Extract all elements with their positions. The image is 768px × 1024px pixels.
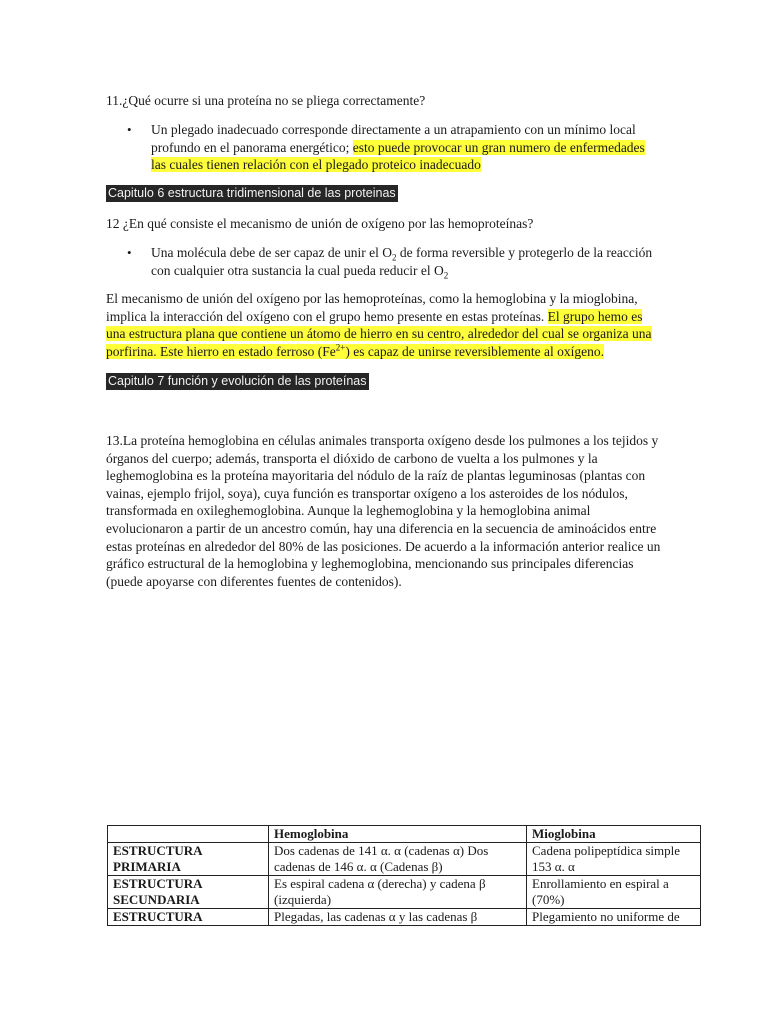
q12-paragraph-highlight-2: ) es capaz de unirse reversiblemente al oxígeno. [345, 343, 605, 359]
q12-bullet [127, 244, 660, 281]
q11-bullet-text [130, 121, 660, 174]
chapter-7-heading: Capitulo 7 función y evolución de las proteínas [108, 374, 367, 388]
q12-paragraph-highlight-1: El grupo hemo es una estructura plana que contiene un átomo de hierro en su centro, alrededor del cual se organiza una porfirina. Este hierro en estado ferroso (Fe [106, 308, 652, 359]
table-header-cell: Hemoglobina [269, 826, 527, 843]
bullet-icon: • [127, 245, 132, 260]
bullet-icon: • [127, 122, 132, 137]
table-cell-mioglobina: Enrollamiento en espiral a (70%) [527, 876, 701, 909]
comparison-table [107, 825, 701, 926]
q12-paragraph-sup: 2+ [335, 342, 346, 353]
q12-bullet-part1: Una molécula debe de ser capaz de unir el O [151, 245, 393, 260]
table-cell-hemoglobina: Plegadas, las cadenas α y las cadenas β [269, 909, 527, 926]
question-13: 13.La proteína hemoglobina en células animales transporta oxígeno desde los pulmones a los tejidos y órganos del cuerpo; además, transporta el dióxido de carbono de vuelta a los pulmones y la leghemoglobina es la proteína mayoritaria del nódulo de la raíz de plantas leguminosas (plantas con vainas, ejemplo frijol, soya), cuya función es transportar oxígeno a los asteroides de los nódulos, transformada en oxileghemoglobina. Aunque la leghemoglobina y la hemoglobina animal evolucionaron a partir de un ancestro común, hay una diferencia en la secuencia de aminoácidos entre estas proteínas en alrededor del 80% de las posiciones. De acuerdo a la información anterior realice un gráfico estructural de la hemoglobina y leghemoglobina, mencionando sus principales diferencias (puede apoyarse con diferentes fuentes de contenidos). [106, 433, 661, 589]
table-header-cell [108, 826, 269, 843]
table-row-label: ESTRUCTURA PRIMARIA [108, 843, 269, 876]
q12-paragraph [106, 290, 662, 360]
question-12: 12 ¿En qué consiste el mecanismo de unión de oxígeno por las hemoproteínas? [106, 216, 534, 231]
q12-bullet-part2: de forma reversible y protegerlo de la reacción con cualquier otra sustancia la cual pueda reducir el O [151, 245, 653, 278]
table-row-label: ESTRUCTURA [108, 909, 269, 926]
table-row [108, 843, 701, 876]
q12-bullet-sub1: 2 [392, 252, 397, 263]
question-11: 11.¿Qué ocurre si una proteína no se pliega correctamente? [106, 93, 426, 108]
q12-paragraph-plain: El mecanismo de unión del oxígeno por las hemoproteínas, como la hemoglobina y la mioglobina, implica la interacción del oxígeno con el grupo hemo presente en estas proteínas. [106, 291, 638, 324]
q12-bullet-text [130, 244, 660, 279]
table-header-cell: Mioglobina [527, 826, 701, 843]
table-header-row [108, 826, 701, 843]
table-row-label: ESTRUCTURA SECUNDARIA [108, 876, 269, 909]
table-row [108, 909, 701, 926]
q11-bullet-highlight: esto puede provocar un gran numero de enfermedades las cuales tienen relación con el plegado proteico inadecuado [151, 139, 645, 173]
table-cell-hemoglobina: Dos cadenas de 141 α. α (cadenas α) Dos cadenas de 146 α. α (Cadenas β) [269, 843, 527, 876]
q11-bullet-plain: Un plegado inadecuado corresponde directamente a un atrapamiento con un mínimo local profundo en el panorama energético; [151, 122, 636, 155]
chapter-6-heading: Capitulo 6 estructura tridimensional de las proteinas [108, 186, 396, 200]
table-cell-mioglobina: Plegamiento no uniforme de [527, 909, 701, 926]
table-cell-mioglobina: Cadena polipeptídica simple 153 α. α [527, 843, 701, 876]
q11-bullet [127, 121, 660, 174]
table-cell-hemoglobina: Es espiral cadena α (derecha) y cadena β (izquierda) [269, 876, 527, 909]
q12-bullet-sub2: 2 [443, 270, 449, 281]
table-row [108, 876, 701, 909]
